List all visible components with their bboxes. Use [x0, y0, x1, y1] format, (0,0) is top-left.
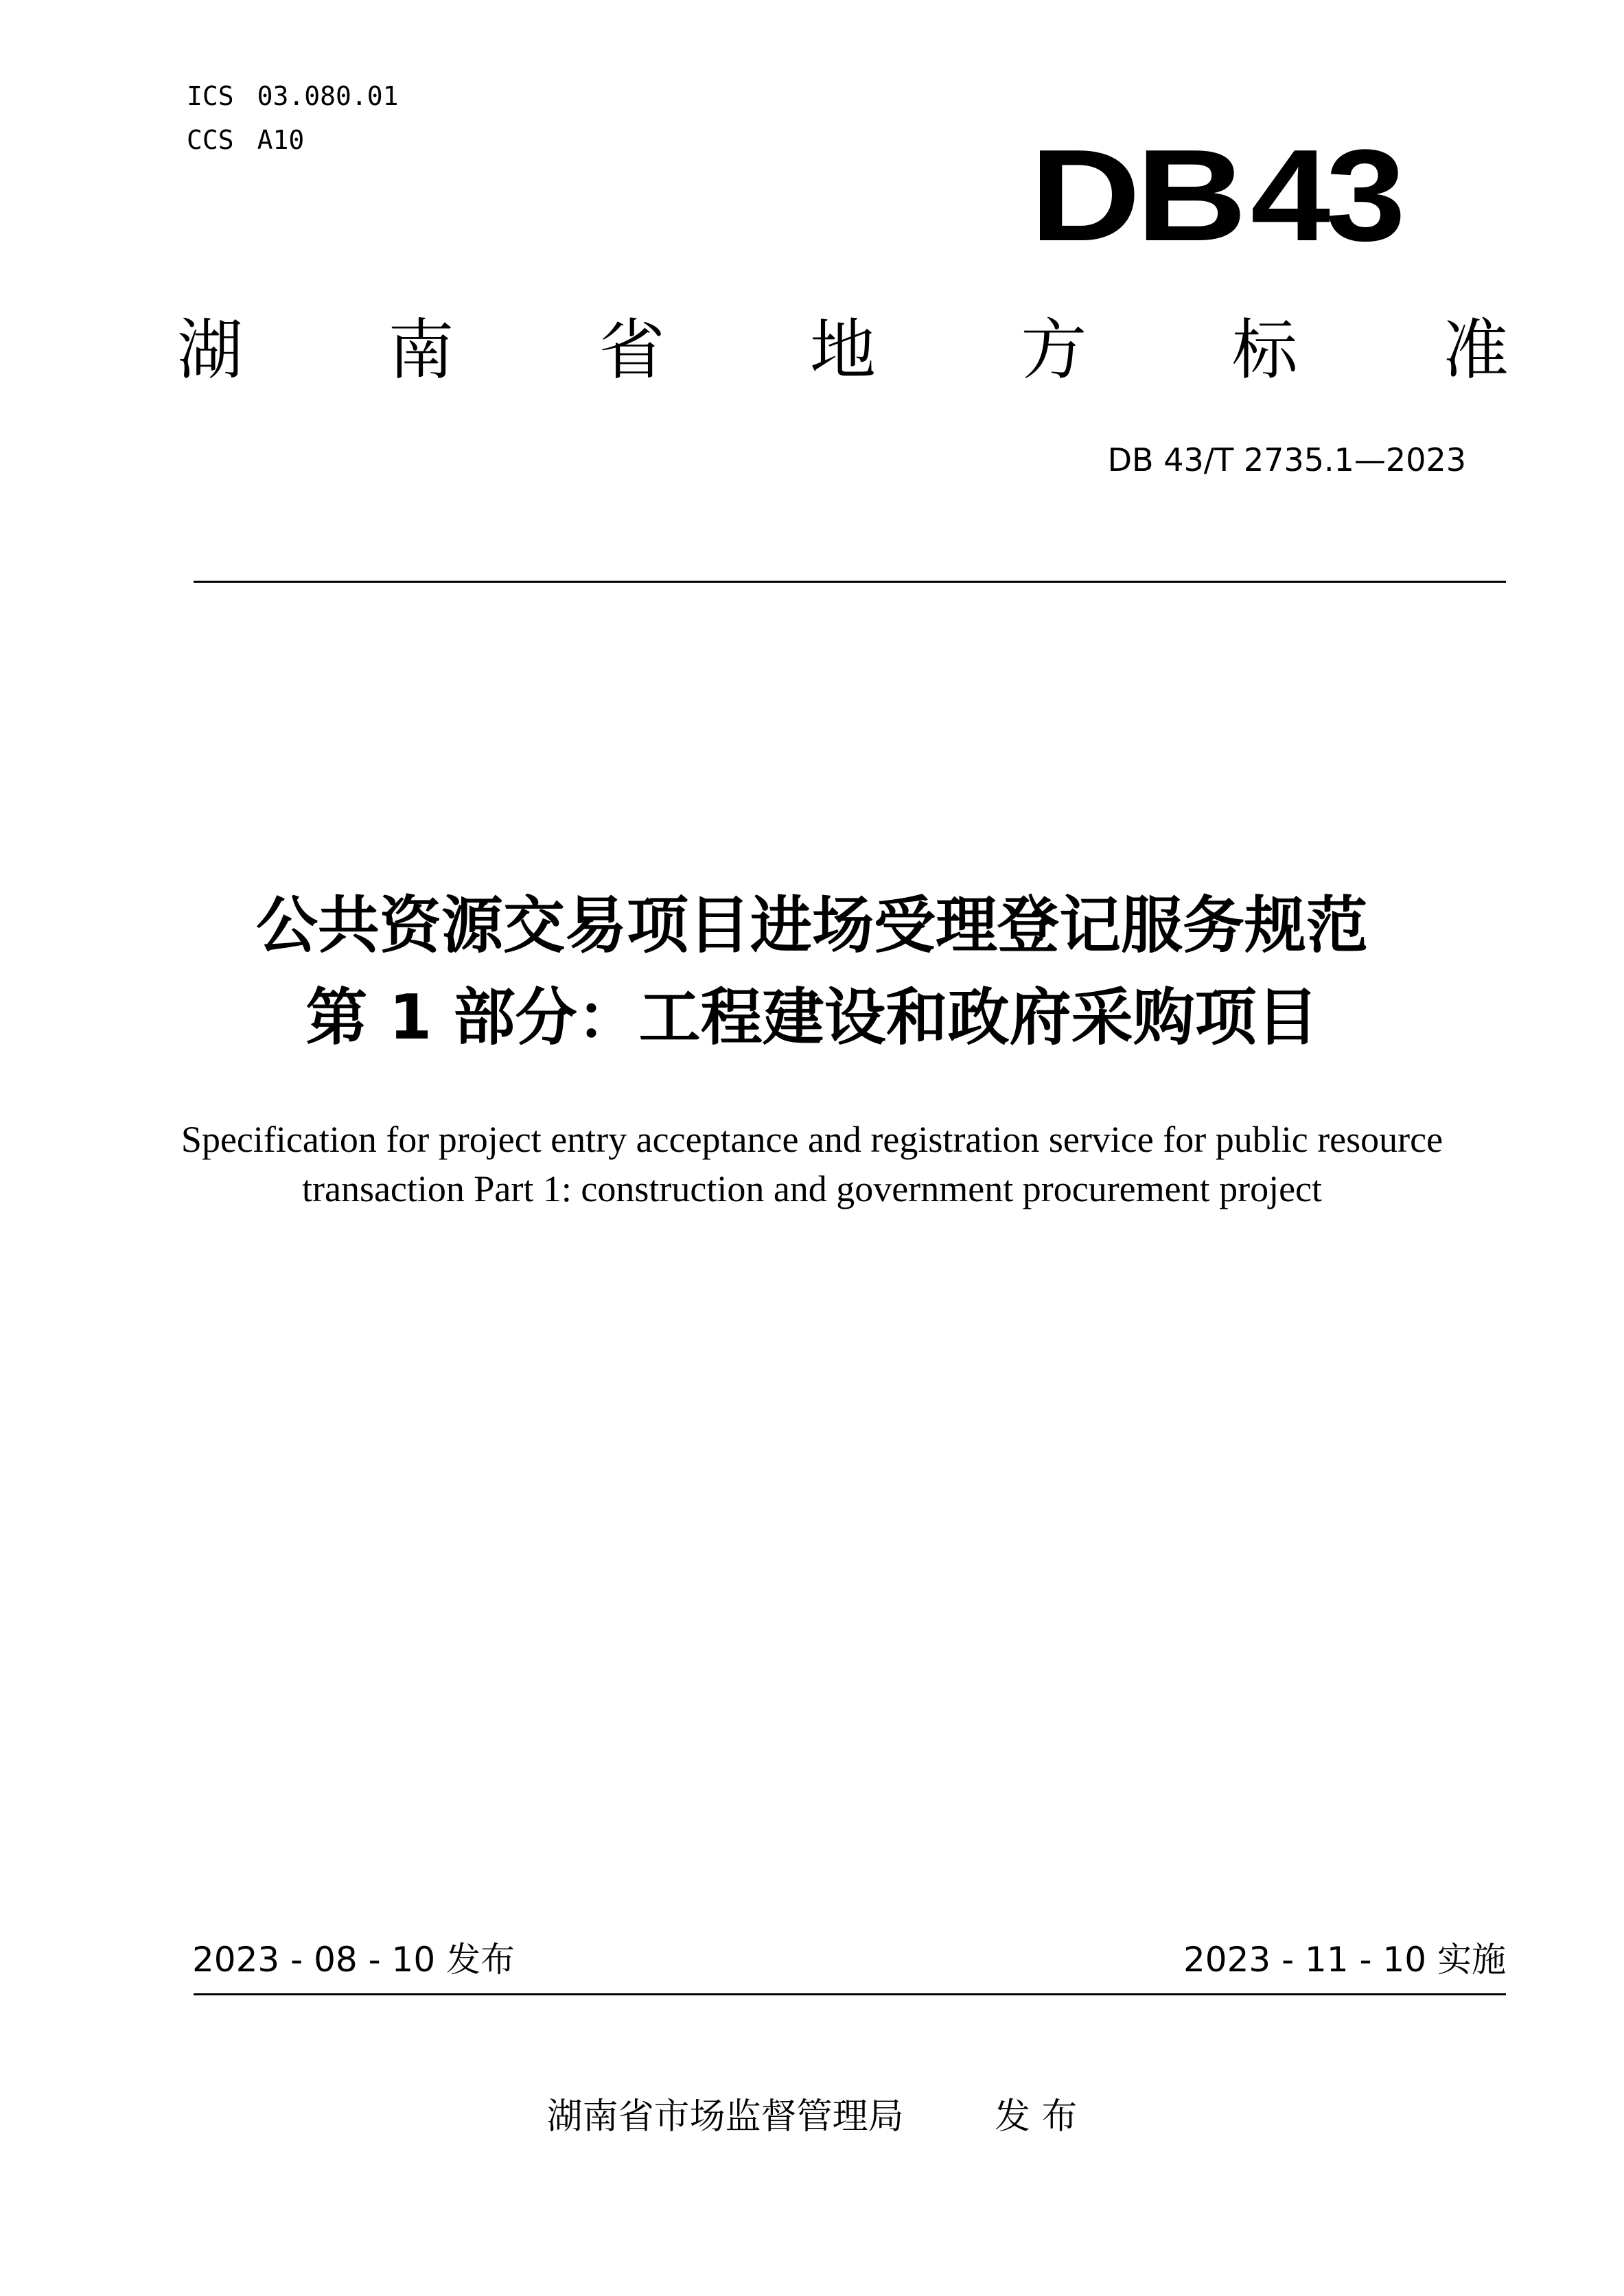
title-chinese — [0, 880, 1624, 1064]
bottom-divider — [194, 1993, 1506, 1995]
classification-codes — [187, 74, 399, 162]
category-char: 南 — [388, 312, 454, 389]
category-char: 湖 — [177, 312, 243, 389]
publisher-action: 发 布 — [994, 2096, 1078, 2137]
category-char: 省 — [599, 312, 665, 389]
implementation-date: 2023 - 11 - 10 实施 — [1183, 1940, 1506, 1980]
logo-prefix: DB — [1030, 123, 1242, 268]
top-divider — [194, 581, 1506, 583]
ics-label: ICS — [187, 81, 234, 111]
category-char: 方 — [1021, 312, 1087, 389]
ccs-label: CCS — [187, 125, 234, 155]
issue-date: 2023 - 08 - 10 发布 — [192, 1940, 515, 1980]
ccs-code: A10 — [257, 125, 305, 155]
title-cn-line1: 公共资源交易项目进场受理登记服务规范 — [256, 890, 1368, 962]
standard-category — [177, 309, 1509, 391]
publisher-name: 湖南省市场监督管理局 — [546, 2096, 904, 2137]
ics-code: 03.080.01 — [257, 81, 399, 111]
title-en-line2: transaction Part 1: construction and government procurement project — [301, 1168, 1323, 1209]
db-logo — [1030, 123, 1402, 268]
standard-number: DB 43/T 2735.1—2023 — [1107, 441, 1466, 478]
ccs-row — [187, 118, 399, 162]
category-char: 准 — [1442, 312, 1509, 389]
publisher — [0, 2091, 1624, 2143]
logo-region-code: 43 — [1251, 123, 1402, 268]
category-char: 地 — [809, 312, 876, 389]
title-cn-line2: 第 1 部分：工程建设和政府采购项目 — [305, 982, 1319, 1054]
ics-row — [187, 74, 399, 118]
category-char: 标 — [1231, 312, 1298, 389]
title-english — [0, 1115, 1624, 1214]
title-en-line1: Specification for project entry acceptance and registration service for public resource — [181, 1119, 1443, 1160]
